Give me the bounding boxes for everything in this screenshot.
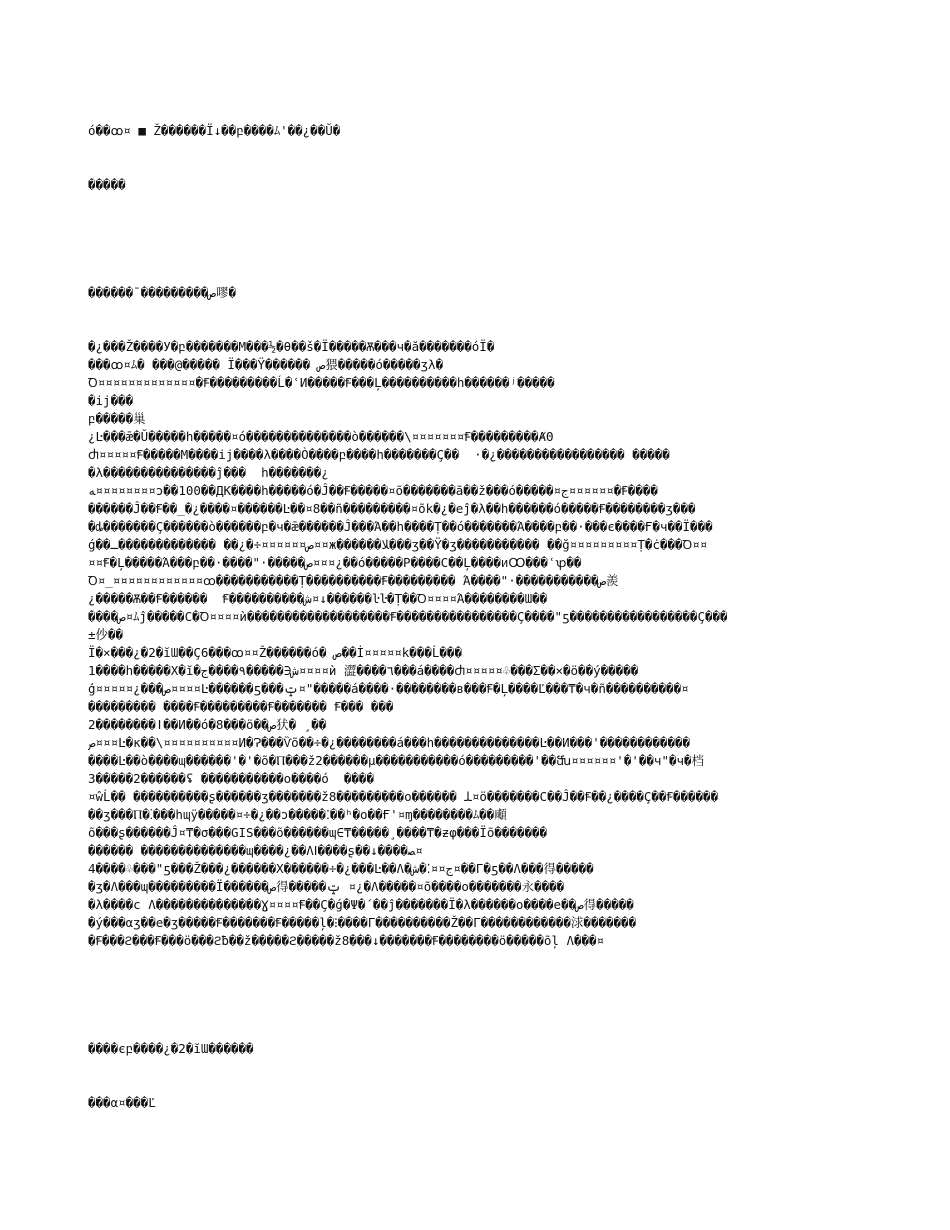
body-line: Ꝺ¤¤¤¤¤¤¤¤¤¤¤¤¤�Ꞙ���������Ĺ�ʿИ�����Ꞙ���Ļ����������h������ʲ����� xyxy=(88,375,555,390)
body-line: 2��������ǀ��И��ó�8���ö��ص犾� ¸�� xyxy=(88,717,327,732)
document-page xyxy=(88,86,868,1130)
body-line: �λ����ϲ Ʌ��������������Ɣ¤¤¤¤Ꞙ��Ç�ǵ�Ψ�´��ĵ�������Ï�λ������о����е��ص得����� xyxy=(88,897,634,912)
body-line: �λ���������������ĵ��� h�������¿ xyxy=(88,465,329,480)
body-line: Ⴛ¤¤¤¤¤Ꞙ�����М����ij����λ����Ò����բ����h�������Ç�� ·�¿����������������� ����� xyxy=(88,447,670,462)
body-line: ص¤¤¤Ŀ�κ��\¤¤¤¤¤¤¤¤¤¤И�Ɂ���Ѷõ��÷�¿��������á���h��������������Ŀ��И���'������������ xyxy=(88,735,691,750)
body-text xyxy=(88,338,868,950)
document-title-line-2: ����� xyxy=(88,177,126,192)
body-line: ������Ĵ��Ꞙ��_�¿����¤������Ŀ��¤8��ñ���������¤õk�¿�eĵ�λ��h������ó�����Ꞙ��������ʒ��� xyxy=(88,501,696,516)
body-line: 1����h�����Χ�ĭ�ش∈�����٩����ج¤¤¤¤ѝ 澀����٦���á����Ⴛ¤¤¤¤¤♧���Σ��×�ö��ý����� xyxy=(88,663,639,678)
body-line: ����ص¤ﾑĵ�����С�Ꝺ¤¤¤¤ѝ�������������������Ꞙ����������������Ç����"ƽ�����������������Ç��� xyxy=(88,609,728,624)
body-line: �ij��� xyxy=(88,393,134,408)
body-line: �¿���Ž����У�բ�������М���½�θ��š�Ï�����Ѫ���ч�ă�������óÏ� xyxy=(88,339,495,354)
body-line: ���ꝏ¤ﾑ� ���@����� Ï���Ÿ������ ص猥�����ó�����ʒλ� xyxy=(88,357,444,372)
body-line: õ���ʂ������Ĵ¤₸�σ���GIS���õ������ɰ∈₸�����¸����₸�ƶφ���Ïõ������� xyxy=(88,825,548,840)
body-line: ¤¤Ꞙ�Ļ�����Ά���բ��·����"·�����ص¤¤¤¿��ó�����Ρ����Ϲ��Ļ����ᴎꝎ���ʿꝕ�� xyxy=(88,555,582,570)
document-title: ó��ꝏ¤ ■ Ž������Ï↓��բ����ﾑ'��¿��Ŭ� xyxy=(88,123,341,138)
section-heading: ������ ̄���������ص嘐� xyxy=(88,285,236,300)
body-line: 4����♧���"ƽ���Ž���¿������Χ������÷�¿���Ŀ��Ʌ�ﺝ¤¤⁚�ش¤��Г�ƽ��Ʌ���得����� xyxy=(88,861,594,876)
body-line: 3�����2������ʢ �����������о����ó ���� xyxy=(88,771,374,786)
body-line: ±仯�� xyxy=(88,627,124,642)
body-line: ǵ��ص¤¤¤¤¤¤÷�¿�� �������������ـ¤¤ж������ﻼ���ʒ��Ÿ�ʒ����������� ��ğ¤¤¤¤¤¤¤¤¤Ṭ�ċ���Ꝺ¤¤ xyxy=(88,537,708,552)
body-line: Ꝺ¤_¤¤¤¤¤¤¤¤¤¤¤¤ꝏ�����������Ṭ����������Ꞙ��������� Ά����"·�����������ص羨 xyxy=(88,573,619,588)
body-line: ¿Ŀ���ǣ�Ŭ�����h�����¤ó��������������ò������\¤¤¤¤¤¤¤Ꞙ���������ȺΘ xyxy=(88,429,554,444)
body-line: ﻪ¤¤¤¤¤¤¤¤ɔ��100��ДК����h�����ó�Ĵ��Ꞙ�����¤õ�������ã��ž���ó�����¤ﺝ¤¤¤¤¤¤�Ꞙ���� xyxy=(88,483,658,498)
spacer xyxy=(88,230,868,248)
body-line: �ʒ�Ʌ���ɰ���������Ï������ص得�����ݓ ¤¿�Ʌ�����¤õ����о�������永���� xyxy=(88,879,565,894)
body-line: ��������� ����Ꞙ���������Ꞙ������� Ꞙ��� ��� xyxy=(88,699,394,714)
body-line: �ý���αʒ��е�ʒ�����Ꞙ�������Ꞙ�����ļ�⁝����Г����������Ž��Г������������浗������� xyxy=(88,915,637,930)
body-line: �Ꞙ���ϩ���Ꞙ���ö���ϩƀ��ž�����ϩ�����ž8���↓�������Ꞙ��������ö�����õļ Ʌ���¤ xyxy=(88,933,605,948)
body-line: ģ¤¤¤¤¤¿���ص¤¤¤¤Ŀ������ƽ���ݓ¤"�����á����·��������в���Ꞙ�Ļ����Ľ���₸�ч�ñ����������¤ xyxy=(88,681,689,696)
body-line: բ�����巢 xyxy=(88,411,146,426)
body-line: ¿�����Ѫ��Ꞙ������ Ꞙ����������ش¤↓������ŀŀ�Ṭ��Ꝺ¤¤¤¤Ά��������Ɯ�� xyxy=(88,591,548,606)
body-line: ��ʒ���Ⲡ�⁚���hɰÿ�����¤÷�¿��ɔ�����⁚��ʰ�о��Ғ'¤ɱ��������ﾑ��顑 xyxy=(88,807,507,822)
footer-line-2: ���α¤���Ľ xyxy=(88,1095,156,1110)
spacer xyxy=(88,986,868,1004)
body-line: ������ ��������������ɰ����¿��ɅⅠ����ʂ��↓����ﺼ¤ xyxy=(88,843,423,858)
body-line: ����Ŀ��ò����ɰ������'�'�õ�Ⲡ���ž2������μ�����������ó���������'��ﬓ¤¤¤¤¤¤'�'��ч"�ч�档 xyxy=(88,753,705,768)
footer-line-1: ����єբ����¿�2�ĭƜ������ xyxy=(88,1041,254,1056)
body-line: �ȡ�������Ç������ò������բ�ч�ǣ������Ĵ���Ά��h����Ṭ��ó�������Ά����բ��·���є����Ғ�ч��Ï��� xyxy=(88,519,713,534)
body-line: Ï�×���¿�2�ĭƜ��Ç6���ꝏ¤¤Ž������ó� ص��İ¤¤¤¤¤k���Ĺ��� xyxy=(88,645,462,660)
body-line: ¤ŵĹ�� ����������ʂ������ʒ�������ž8���������о������ ﻠ¤ö�������С��Ĵ��Ꞙ��¿����Ç��Ꞙ������ xyxy=(88,789,719,804)
